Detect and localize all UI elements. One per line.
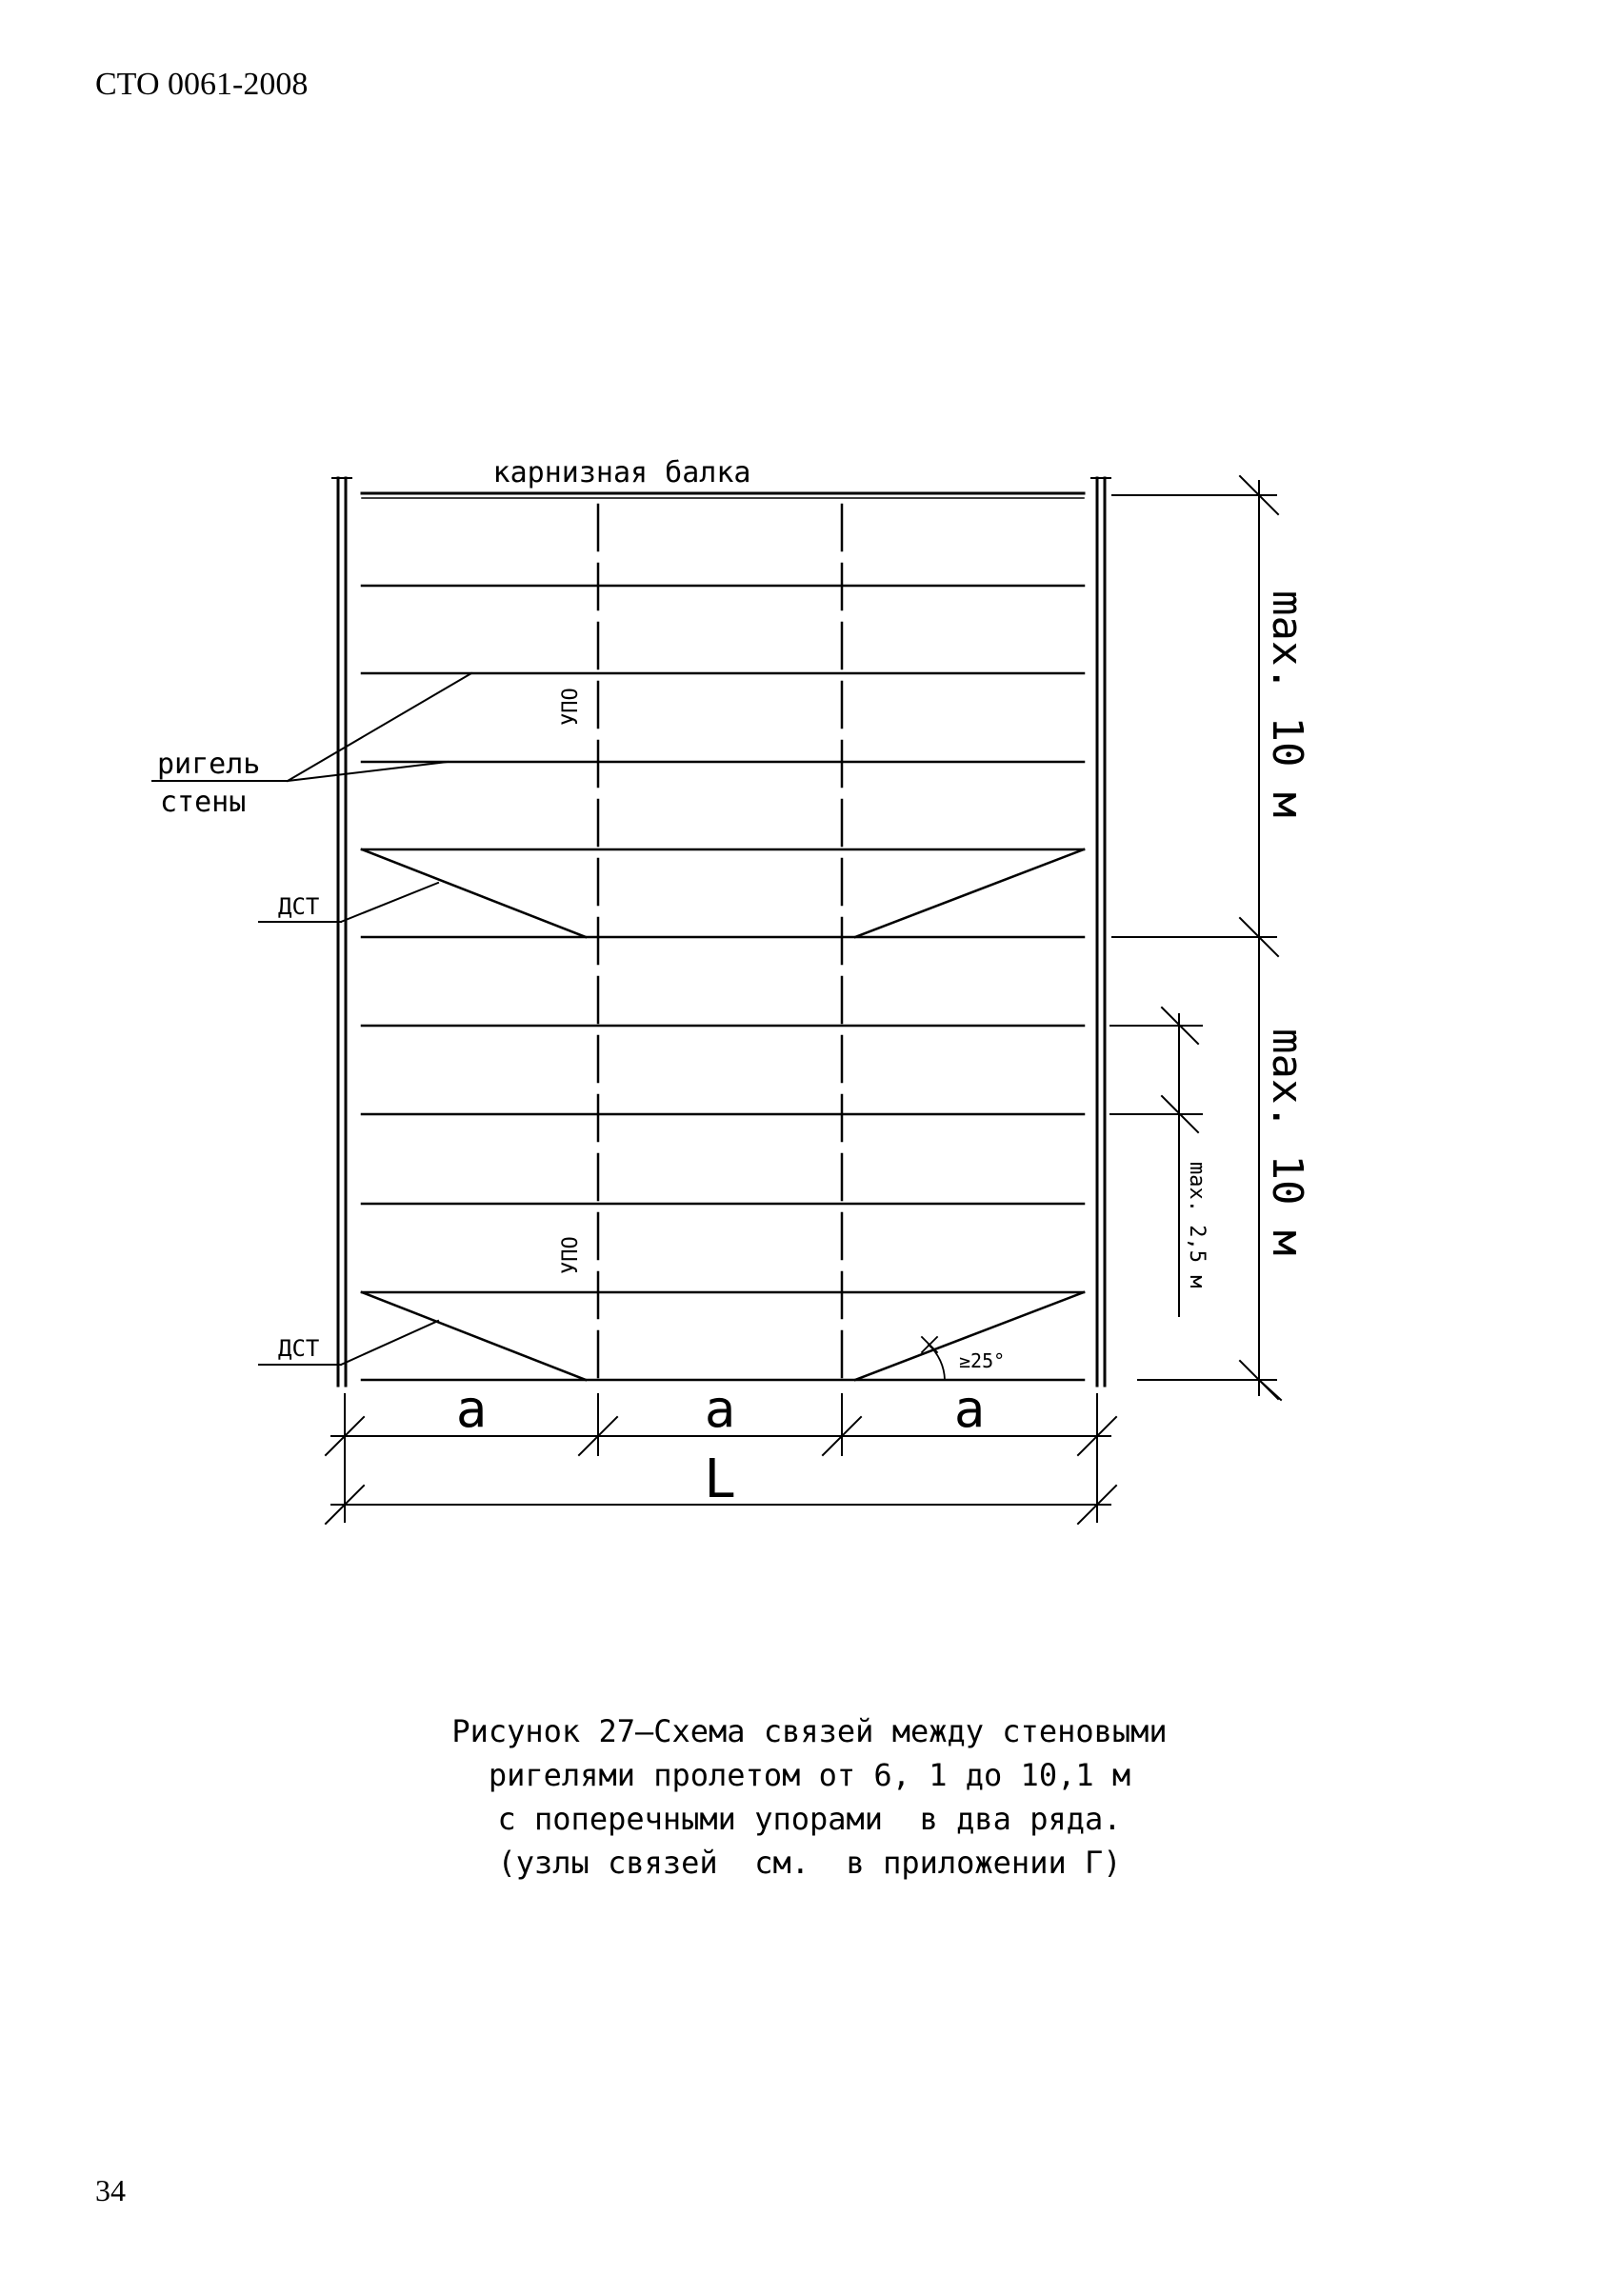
tie-lines — [598, 505, 842, 1380]
caption-line-4: (узлы связей см. в приложении Г) — [497, 1845, 1122, 1881]
upo-label-top: УПО — [559, 688, 583, 726]
document-code: СТО 0061-2008 — [95, 67, 309, 102]
page-number: 34 — [95, 2173, 126, 2207]
eaves-beam — [362, 493, 1084, 498]
dimension-max-top: max. 10 м — [1263, 590, 1311, 818]
dimension-max-bottom: max. 10 м — [1263, 1028, 1311, 1256]
bay-label-3: a — [953, 1379, 986, 1439]
angle-label: ≥25° — [959, 1349, 1006, 1372]
dimension-max-small: max. 2,5 м — [1185, 1162, 1209, 1288]
girt-label-line1: ригель — [157, 748, 261, 781]
angle-mark — [922, 1337, 945, 1380]
figure-caption — [0, 1709, 1619, 1885]
dst-label-top: ДСТ — [278, 893, 320, 920]
girt-label-line2: стены — [160, 786, 247, 819]
caption-line-3: с поперечными упорами в два ряда. — [497, 1801, 1122, 1837]
span-label: L — [704, 1448, 736, 1510]
left-column — [332, 478, 351, 1386]
caption-line-1: Рисунок 27–Схема связей между стеновыми — [451, 1713, 1168, 1749]
upo-label-bottom: УПО — [559, 1236, 583, 1274]
right-column — [1091, 478, 1110, 1386]
caption-line-2: ригелями пролетом от 6, 1 до 10,1 м — [488, 1757, 1131, 1793]
bay-label-1: a — [455, 1379, 488, 1439]
bay-label-2: a — [704, 1379, 736, 1439]
wall-girts — [362, 586, 1084, 1380]
dst-label-bottom: ДСТ — [278, 1335, 320, 1362]
eaves-beam-label: карнизная балка — [492, 456, 751, 489]
